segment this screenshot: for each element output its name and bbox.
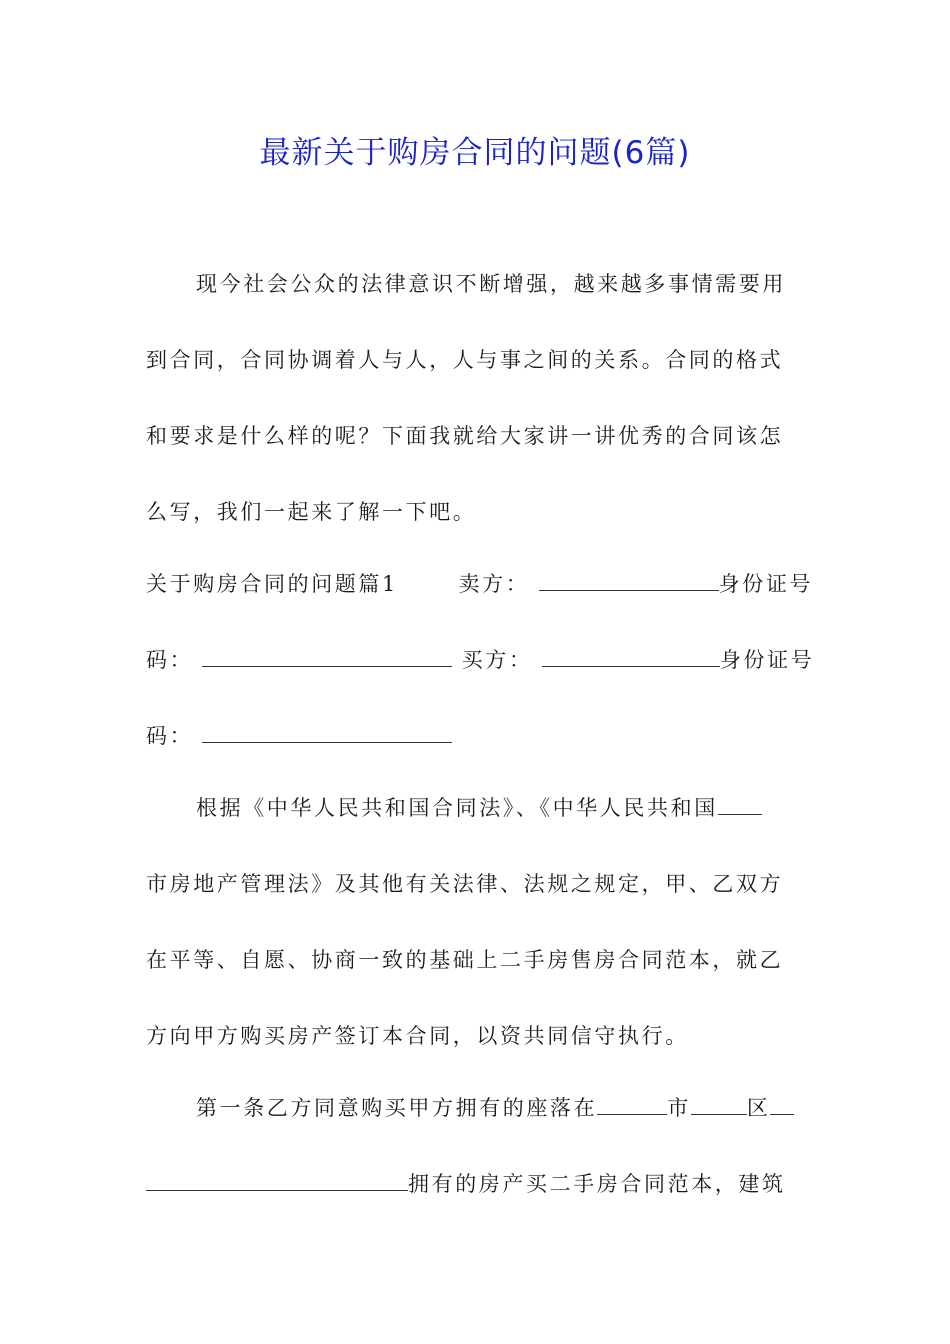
- seller-id-label-cont: 码：: [146, 648, 194, 672]
- buyer-id-blank: [202, 716, 452, 743]
- section-heading: 关于购房合同的问题篇1: [146, 572, 398, 596]
- district-blank: [691, 1088, 747, 1115]
- para2-line-4: 方向甲方购买房产签订本合同，以资共同信守执行。: [146, 1024, 689, 1048]
- party-line-3: [146, 716, 806, 756]
- buyer-name-blank: [542, 640, 720, 667]
- intro-line-1: 现今社会公众的法律意识不断增强，越来越多事情需要用: [196, 272, 786, 296]
- city-blank: [597, 1088, 667, 1115]
- city-name-blank: [718, 788, 762, 815]
- intro-line-2: 到合同，合同协调着人与人，人与事之间的关系。合同的格式: [146, 348, 784, 372]
- seller-id-label: 身份证号: [718, 572, 814, 596]
- article1-line-1: 第一条乙方同意购买甲方拥有的座落在 市 区: [196, 1088, 806, 1128]
- party-line-1: [146, 564, 814, 604]
- address-blank: [146, 1164, 408, 1191]
- article1-line-2: 拥有的房产买二手房合同范本，建筑: [146, 1164, 806, 1204]
- page-title: 最新关于购房合同的问题(6篇): [259, 135, 691, 171]
- seller-label: 卖方：: [458, 572, 530, 596]
- para2-line-3: 在平等、自愿、协商一致的基础上二手房售房合同范本，就乙: [146, 948, 784, 972]
- city-label: 市: [667, 1096, 691, 1120]
- party-line-2: [146, 640, 815, 680]
- buyer-id-label: 身份证号: [719, 648, 815, 672]
- intro-line-4: 么写，我们一起来了解一下吧。: [146, 500, 477, 524]
- para2-line-2: 市房地产管理法》及其他有关法律、法规之规定，甲、乙双方: [146, 872, 784, 896]
- address-blank-start: [770, 1088, 794, 1115]
- buyer-id-label-cont: 码：: [146, 724, 194, 748]
- seller-id-blank: [202, 640, 452, 667]
- seller-name-blank: [539, 564, 719, 591]
- para2-line-1: 根据《中华人民共和国合同法》、《中华人民共和国: [196, 788, 806, 828]
- district-label: 区: [746, 1096, 771, 1120]
- intro-line-3: 和要求是什么样的呢？下面我就给大家讲一讲优秀的合同该怎: [146, 424, 784, 448]
- buyer-label: 买方：: [461, 648, 533, 672]
